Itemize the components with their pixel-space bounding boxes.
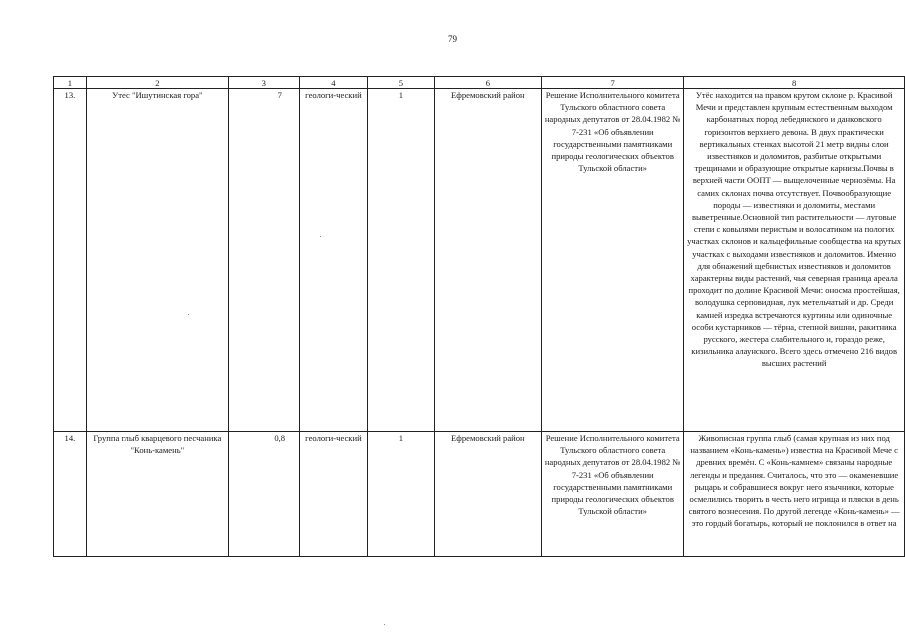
protected-areas-table: [53, 76, 905, 557]
object-count: 1: [368, 89, 434, 432]
row-number: 14.: [54, 432, 87, 557]
scan-speck: [188, 314, 189, 315]
row-number: 13.: [54, 89, 87, 432]
object-count: 1: [368, 432, 434, 557]
table-header-row: [54, 77, 905, 89]
table-row: [54, 89, 905, 432]
table-row: [54, 432, 905, 557]
object-district: Ефремовский район: [434, 89, 541, 432]
object-profile: геологи-ческий: [299, 89, 368, 432]
scan-speck: [320, 236, 321, 237]
header-cell: 3: [228, 77, 299, 89]
header-cell: 5: [368, 77, 434, 89]
object-name: Утес "Ишутинская гора": [86, 89, 228, 432]
scan-speck: [384, 624, 385, 625]
header-cell: 8: [684, 77, 905, 89]
legal-decision: Решение Исполнительного комитета Тульского областного совета народных депутатов от 28.04.1982 № 7-231 «Об объявлении государственными памятниками природы геологических объектов Тульской области»: [542, 432, 684, 557]
legal-decision: Решение Исполнительного комитета Тульского областного совета народных депутатов от 28.04.1982 № 7-231 «Об объявлении государственными памятниками природы геологических объектов Тульской области»: [542, 89, 684, 432]
header-cell: 6: [434, 77, 541, 89]
header-cell: 2: [86, 77, 228, 89]
object-area: 7: [228, 89, 299, 432]
object-description: Утёс находится на правом крутом склоне р. Красивой Мечи и представлен крупным естественным выходом карбонатных пород лебедянского и данковского горизонтов верхнего девона. В двух практически вертикальных стенках высотой 21 метр видны слои известняков и доломитов, разбитые открытыми трещинами и образующие открытые карнизы.Почвы в верхней части ООПТ — выщелоченные чернозёмы. На самих склонах почва отсутствует. Почвообразующие породы — известняки и доломиты, местами выветренные.Основной тип растительности — луговые степи с ковылями перистым и волосатиком на пологих участках склонов и кальцефильные сообщества на крутых участках с выходами известняков и доломитов. Именно для обнажений щебнистых известняков и доломитов характерны виды растений, чья северная граница ареала проходит по долине Красивой Мечи: оносма простейшая, володушка серповидная, лук метельчатый и др. Среди камней изредка встречаются куртины или одиночные особи кустарников — тёрна, степной вишни, ракитника русского, жестера слабительного и, гораздо реже, кизильника алаунского. Всего здесь отмечено 216 видов высших растений: [684, 89, 905, 432]
page-number: 79: [448, 34, 457, 44]
object-district: Ефремовский район: [434, 432, 541, 557]
header-cell: 4: [299, 77, 368, 89]
header-cell: 1: [54, 77, 87, 89]
object-description: Живописная группа глыб (самая крупная из них под названием «Конь-камень») известна на Красивой Мече с древних времён. С «Конь-камнем» связаны народные легенды и предания. Считалось, что это — окаменевшие рыцарь и собравшиеся вокруг него язычники, которые осмелились творить в честь него игрища и пляски в день святого вознесения. По другой легенде «Конь-камень» — это гордый богатырь, который не поклонился в ответ на: [684, 432, 905, 557]
object-profile: геологи-ческий: [299, 432, 368, 557]
object-name: Группа глыб кварцевого песчаника "Конь-камень": [86, 432, 228, 557]
header-cell: 7: [542, 77, 684, 89]
object-area: 0,8: [228, 432, 299, 557]
